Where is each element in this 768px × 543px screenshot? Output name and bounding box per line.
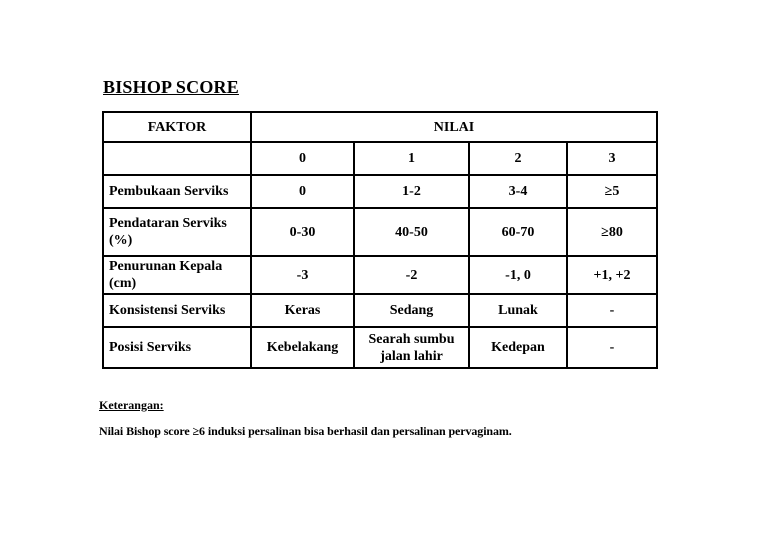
- document-title: BISHOP SCORE: [103, 77, 239, 97]
- row-value: ≥80: [567, 208, 657, 256]
- row-value: Kebelakang: [251, 327, 354, 368]
- row-faktor-label: Pendataran Serviks (%): [103, 208, 251, 256]
- row-value: -: [567, 327, 657, 368]
- row-value: 40-50: [354, 208, 469, 256]
- note-heading: Keterangan:: [99, 398, 164, 412]
- row-value: 0: [251, 175, 354, 208]
- row-value: Keras: [251, 294, 354, 327]
- row-value: 1-2: [354, 175, 469, 208]
- row-value: 60-70: [469, 208, 567, 256]
- row-faktor-label: Konsistensi Serviks: [103, 294, 251, 327]
- score-column-2: 2: [469, 142, 567, 175]
- table-header-row: [103, 112, 657, 142]
- row-value: -1, 0: [469, 256, 567, 294]
- table-row: [103, 327, 657, 368]
- score-column-3: 3: [567, 142, 657, 175]
- row-value: -: [567, 294, 657, 327]
- table-row: [103, 294, 657, 327]
- score-column-0: 0: [251, 142, 354, 175]
- row-faktor-label: Penurunan Kepala (cm): [103, 256, 251, 294]
- header-nilai: NILAI: [251, 112, 657, 142]
- table-row: [103, 256, 657, 294]
- table-row: [103, 175, 657, 208]
- empty-cell: [103, 142, 251, 175]
- score-column-1: 1: [354, 142, 469, 175]
- bishop-score-table: [102, 111, 658, 369]
- row-value: Kedepan: [469, 327, 567, 368]
- row-value: 0-30: [251, 208, 354, 256]
- row-value: ≥5: [567, 175, 657, 208]
- note-text: Nilai Bishop score ≥6 induksi persalinan bisa berhasil dan persalinan pervaginam.: [99, 424, 512, 438]
- row-value: -2: [354, 256, 469, 294]
- row-value: Sedang: [354, 294, 469, 327]
- row-value: -3: [251, 256, 354, 294]
- row-value: Searah sumbu jalan lahir: [354, 327, 469, 368]
- row-faktor-label: Posisi Serviks: [103, 327, 251, 368]
- row-faktor-label: Pembukaan Serviks: [103, 175, 251, 208]
- row-value: Lunak: [469, 294, 567, 327]
- table-row: [103, 208, 657, 256]
- score-columns-row: [103, 142, 657, 175]
- row-value: +1, +2: [567, 256, 657, 294]
- row-value: 3-4: [469, 175, 567, 208]
- header-faktor: FAKTOR: [103, 112, 251, 142]
